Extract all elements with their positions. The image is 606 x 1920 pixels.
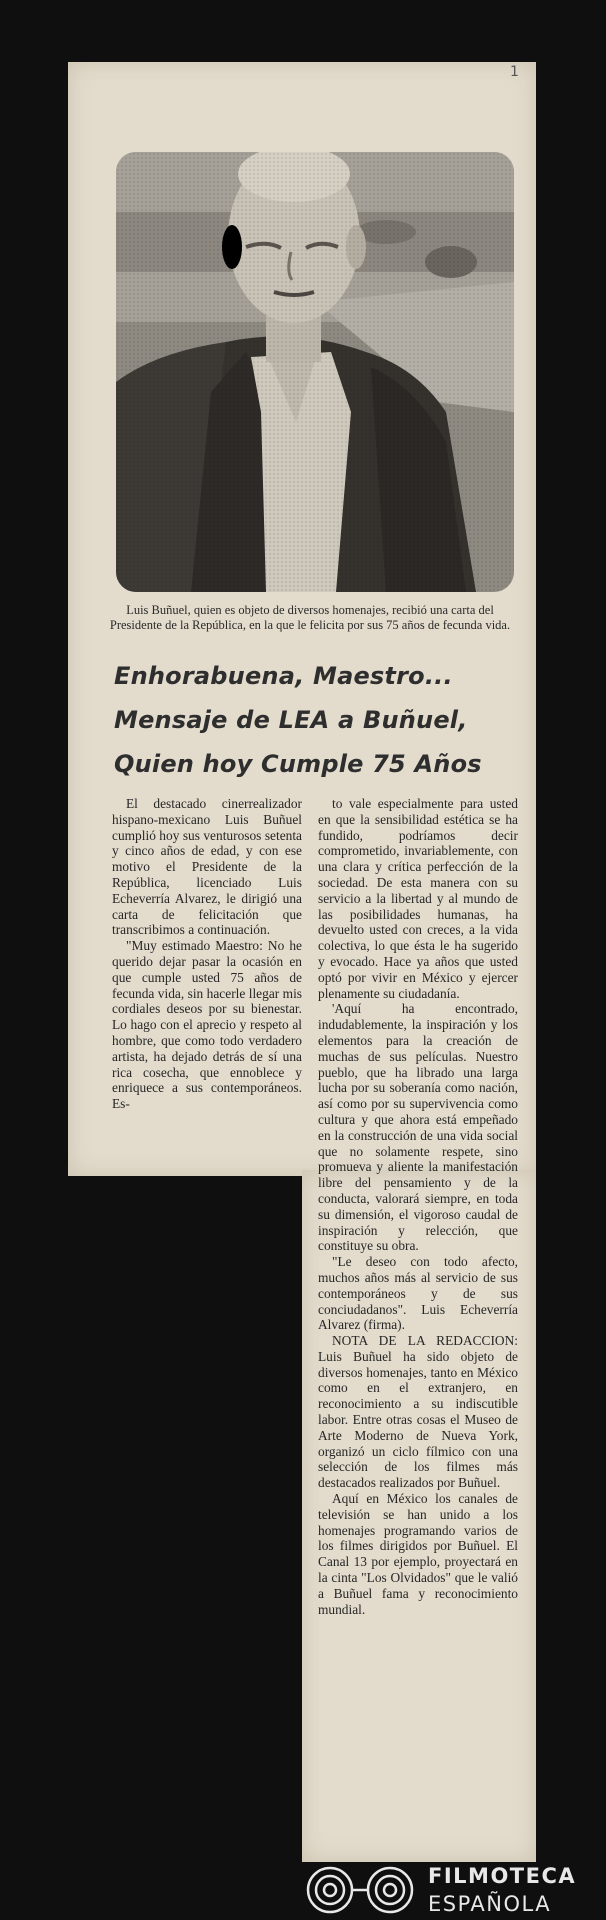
photo-caption: Luis Buñuel, quien es objeto de diversos homenajes, recibió una carta del Presidente de la República, en la que le felicita por sus 75 años de fecunda vida. (109, 603, 511, 632)
article-paragraph: to vale especialmente para usted en que la sensibilidad estética se ha fundido, podríamos decir comprometido, invariablemente, con una clara y crítica perfección de la sociedad. De esta manera con su servicio a la libertad y al mundo de las posibilidades humanas, ha devuelto usted con creces, a la vida colectiva, lo que ésta le ha sugerido y evocado. Hace ya años que usted optó por vivir en México y ejercer plenamente su ciudadanía. (318, 796, 518, 1001)
logo-text-filmoteca: FILMOTECA (428, 1864, 577, 1888)
headline-line-3: Quien hoy Cumple 75 Años (114, 750, 482, 778)
headline (114, 654, 536, 786)
article-paragraph: "Muy estimado Maestro: No he querido dejar pasar la ocasión en que cumple usted 75 años de fecunda vida, sin hacerle llegar mis cordiales deseos por su bienestar. Lo hago con el aprecio y respeto al hombre, que como todo verdadero artista, ha dejado detrás de sí una rica cosecha, que ennoblece y enriquece a sus contemporáneos. Es- (112, 938, 302, 1112)
article-paragraph: Aquí en México los canales de televisión se han unido a los homenajes programando varios de los filmes dirigidos por Buñuel. El Canal 13 por ejemplo, proyectará en la cinta "Los Olvidados" que le valió a Buñuel fama y reconocimiento mundial. (318, 1491, 518, 1617)
article-paragraph: "Le deseo con todo afecto, muchos años más al servicio de sus contemporáneos y de sus conciudadanos". Luis Echeverría Alvarez (firma). (318, 1254, 518, 1333)
article-column-left (112, 796, 302, 1112)
article-paragraph: El destacado cinerrealizador hispano-mexicano Luis Buñuel cumplió hoy sus venturosos setenta y cinco años de edad, y con ese motivo el Presidente de la República, licenciado Luis Echeverría Alvarez, le dirigió una carta de felicitación que transcribimos a continuación. (112, 796, 302, 938)
headline-line-2: Mensaje de LEA a Buñuel, (114, 706, 468, 734)
page-number: 1 (510, 64, 519, 80)
portrait-photo (116, 152, 514, 592)
article-paragraph: 'Aquí ha encontrado, indudablemente, la inspiración y los elementos para la creación de muchas de sus películas. Nuestro pueblo, que ha librado una larga lucha por su soberanía como nación, así como por su supervivencia como cultura y que ahora está empeñado en la construcción de una vida social que no solamente respete, sino promueva y aliente la manifestación libre del pensamiento y de la conducta, valorará siempre, en toda su dimensión, el vigoroso caudal de inspiración y relección, que constituye su obra. (318, 1001, 518, 1254)
article-column-right (318, 796, 518, 1617)
filmoteca-spiral-logo-icon (300, 1862, 420, 1918)
article-paragraph: NOTA DE LA REDACCION: Luis Buñuel ha sido objeto de diversos homenajes, tanto en México como en el extranjero, en reconocimiento a su indiscutible labor. Entre otras cosas el Museo de Arte Moderno de Nueva York, organizó un ciclo fílmico con una selección de los filmes más destacados realizados por Buñuel. (318, 1333, 518, 1491)
logo-text-espanola: ESPAÑOLA (428, 1892, 552, 1916)
filmoteca-logo (300, 1862, 606, 1920)
headline-line-1: Enhorabuena, Maestro... (114, 662, 453, 690)
